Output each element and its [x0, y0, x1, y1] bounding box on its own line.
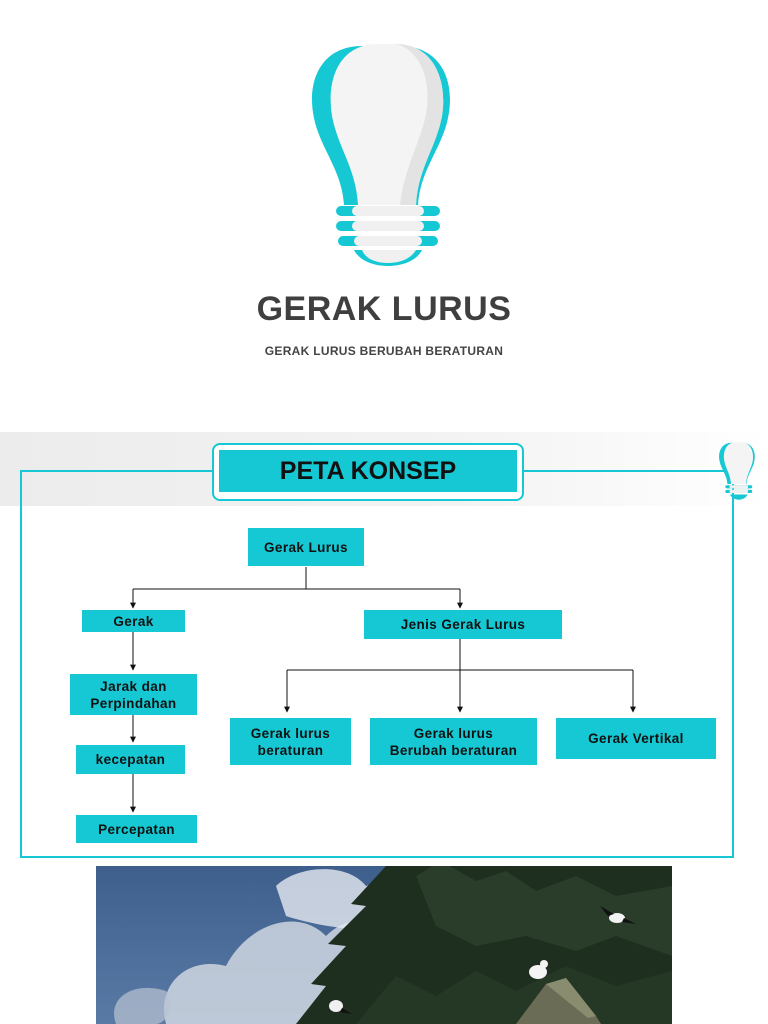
slide-heading: PETA KONSEP	[279, 457, 457, 485]
node-gerak: Gerak	[82, 610, 185, 632]
forest-photo-image	[96, 866, 672, 1024]
connector-lines	[0, 432, 768, 866]
title-slide	[0, 0, 768, 432]
page-title: GERAK LURUS	[256, 290, 512, 328]
lightbulb-icon	[300, 40, 470, 270]
node-jarak-perpindahan: Jarak dan Perpindahan	[70, 674, 197, 715]
node-jenis-gerak-lurus: Jenis Gerak Lurus	[364, 610, 562, 639]
concept-map-slide	[0, 432, 768, 866]
node-glbb: Gerak lurus Berubah beraturan	[370, 718, 537, 765]
page-subtitle: GERAK LURUS BERUBAH BERATURAN	[264, 344, 504, 358]
node-gerak-lurus: Gerak Lurus	[248, 528, 364, 566]
node-kecepatan: kecepatan	[76, 745, 185, 774]
node-glb: Gerak lurus beraturan	[230, 718, 351, 765]
forest-photo	[96, 866, 672, 1024]
node-percepatan: Percepatan	[76, 815, 197, 843]
node-gerak-vertikal: Gerak Vertikal	[556, 718, 716, 759]
